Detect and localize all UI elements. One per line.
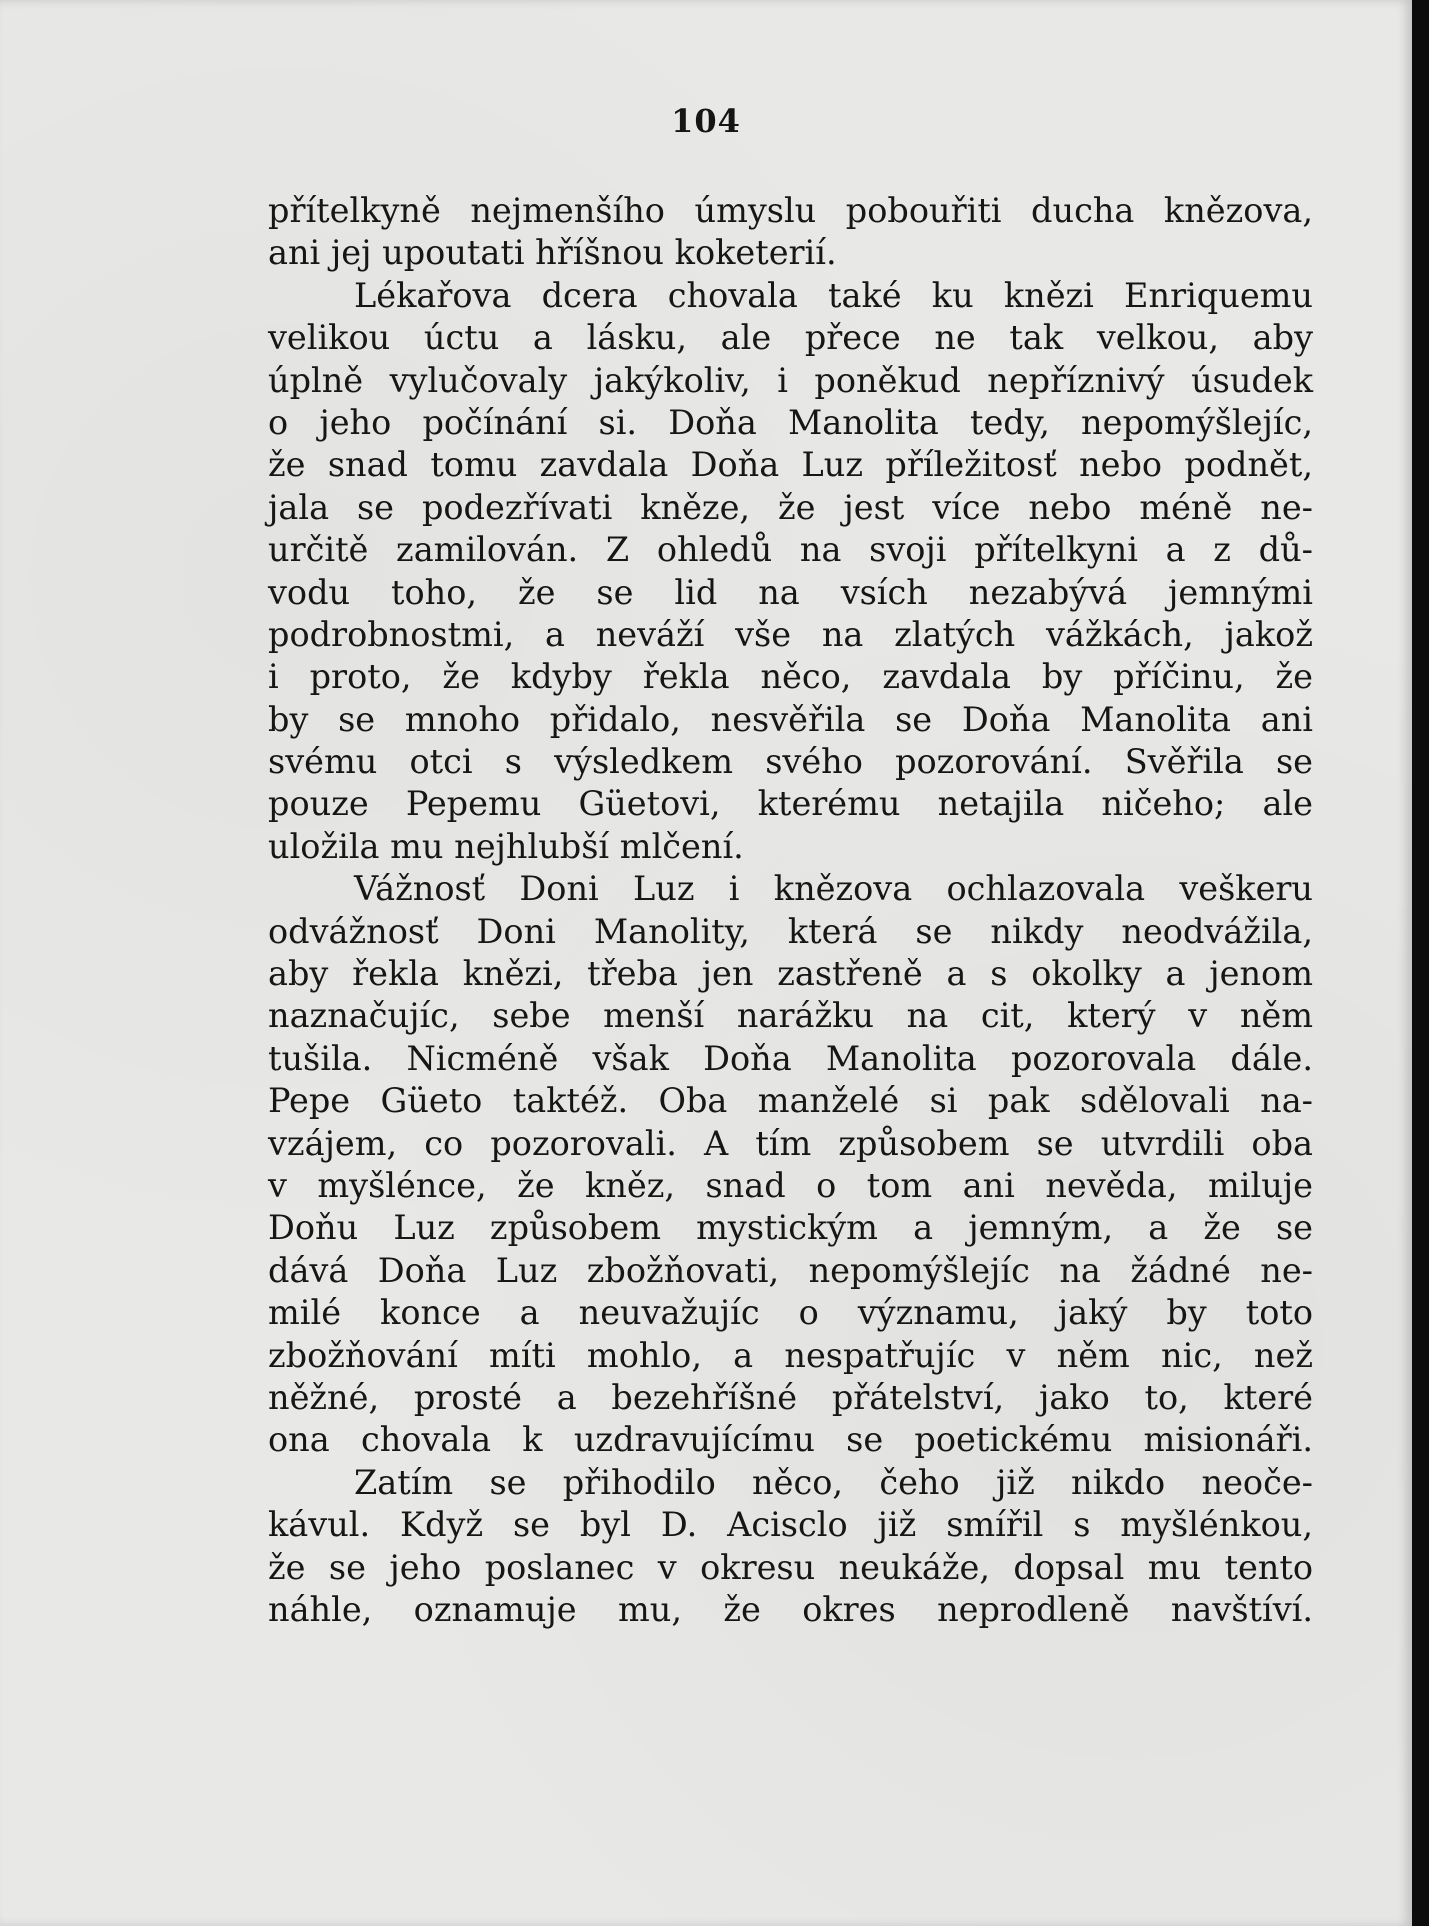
text-line: Lékařova dcera chovala také ku knězi Enriquemu xyxy=(354,275,1313,315)
text-line: že se jeho poslanec v okresu neukáže, dopsal mu tento xyxy=(268,1547,1313,1587)
text-line: úplně vylučovaly jakýkoliv, i poněkud nepříznivý úsudek xyxy=(268,360,1313,400)
text-line: by se mnoho přidalo, nesvěřila se Doňa Manolita ani xyxy=(268,699,1313,739)
text-line: ani jej upoutati hříšnou koketerií. xyxy=(268,233,837,273)
text-line: tušila. Nicméně však Doňa Manolita pozorovala dále. xyxy=(268,1038,1313,1078)
text-line: odvážnosť Doni Manolity, která se nikdy neodvážila, xyxy=(268,911,1313,951)
body-text xyxy=(268,190,1313,1631)
text-line: zbožňování míti mohlo, a nespatřujíc v něm nic, než xyxy=(268,1335,1313,1375)
text-line: vzájem, co pozorovali. A tím způsobem se utvrdili oba xyxy=(268,1123,1313,1163)
text-line: ona chovala k uzdravujícímu se poetickému misionáři. xyxy=(268,1420,1313,1460)
text-line: milé konce a neuvažujíc o významu, jaký by toto xyxy=(268,1293,1313,1333)
text-line: velikou úctu a lásku, ale přece ne tak velkou, aby xyxy=(268,318,1313,358)
text-line: aby řekla knězi, třeba jen zastřeně a s okolky a jenom xyxy=(268,954,1313,994)
page-edge-shadow xyxy=(1412,0,1429,1926)
text-line: uložila mu nejhlubší mlčení. xyxy=(268,826,744,866)
page-number: 104 xyxy=(671,102,741,140)
text-line: svému otci s výsledkem svého pozorování. Svěřila se xyxy=(268,742,1313,782)
text-line: Doňu Luz způsobem mystickým a jemným, a že se xyxy=(268,1208,1313,1248)
text-line: že snad tomu zavdala Doňa Luz příležitosť nebo podnět, xyxy=(268,445,1313,485)
text-line: i proto, že kdyby řekla něco, zavdala by příčinu, že xyxy=(268,657,1313,697)
text-line: Vážnosť Doni Luz i knězova ochlazovala veškeru xyxy=(354,869,1313,909)
text-line: Zatím se přihodilo něco, čeho již nikdo neoče- xyxy=(354,1462,1313,1502)
text-line: něžné, prosté a bezehříšné přátelství, jako to, které xyxy=(268,1377,1313,1417)
text-line: náhle, oznamuje mu, že okres neprodleně navštíví. xyxy=(268,1589,1313,1629)
text-line: určitě zamilován. Z ohledů na svoji přítelkyni a z dů- xyxy=(268,530,1313,570)
text-line: podrobnostmi, a neváží vše na zlatých vážkách, jakož xyxy=(268,614,1313,654)
text-line: v myšlénce, že kněz, snad o tom ani nevěda, miluje xyxy=(268,1165,1313,1205)
text-line: pouze Pepemu Güetovi, kterému netajila ničeho; ale xyxy=(268,784,1313,824)
text-line: jala se podezřívati kněze, že jest více nebo méně ne- xyxy=(268,487,1313,527)
text-line: přítelkyně nejmenšího úmyslu pobouřiti ducha knězova, xyxy=(268,191,1313,230)
text-line: vodu toho, že se lid na vsích nezabývá jemnými xyxy=(268,572,1313,612)
text-line: Pepe Güeto taktéž. Oba manželé si pak sdělovali na- xyxy=(268,1081,1313,1121)
text-line: dává Doňa Luz zbožňovati, nepomýšlejíc na žádné ne- xyxy=(268,1250,1313,1290)
text-line: naznačujíc, sebe menší narážku na cit, který v něm xyxy=(268,996,1313,1036)
text-line: o jeho počínání si. Doňa Manolita tedy, nepomýšlejíc, xyxy=(268,402,1313,442)
text-line: kávul. Když se byl D. Acisclo již smířil s myšlénkou, xyxy=(268,1505,1313,1545)
